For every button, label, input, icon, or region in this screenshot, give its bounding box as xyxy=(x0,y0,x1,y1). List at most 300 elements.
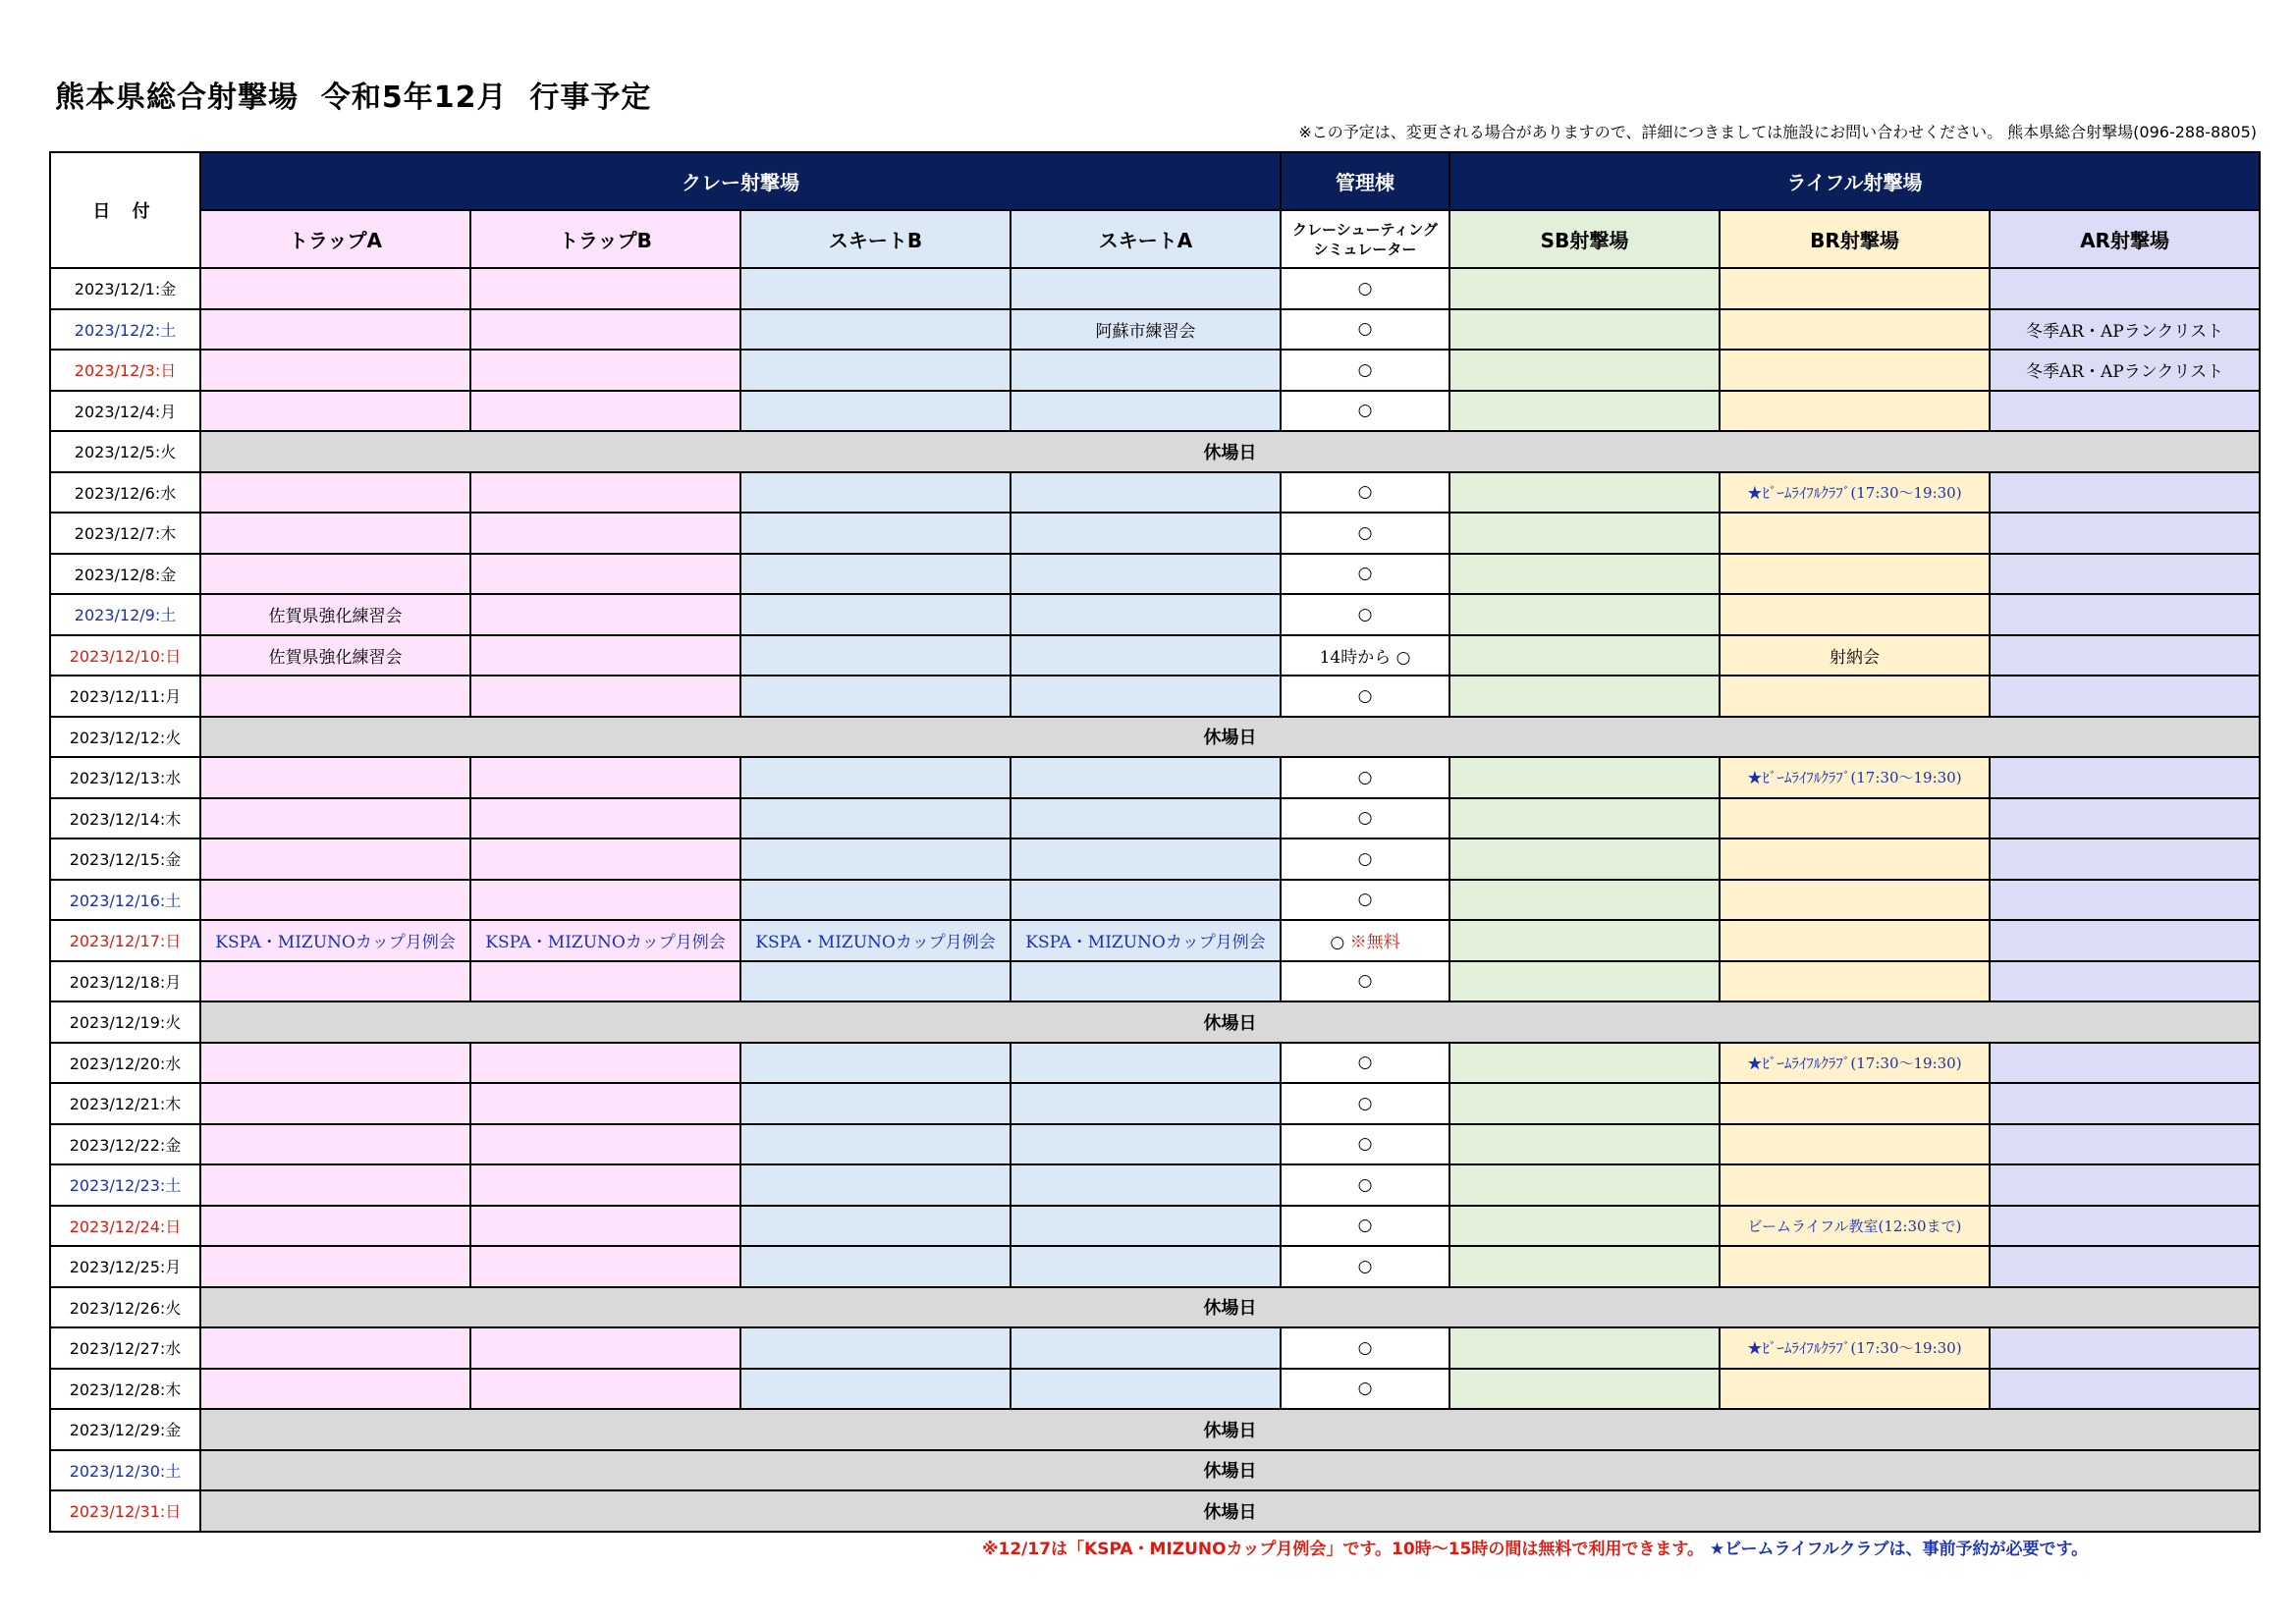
ar-range-cell xyxy=(1990,880,2260,921)
trap-a-cell xyxy=(200,757,470,798)
trap-b-cell xyxy=(470,1043,740,1084)
date-cell: 2023/12/5:火 xyxy=(50,431,200,472)
simulator-cell xyxy=(1281,391,1449,432)
trap-b-cell xyxy=(470,1206,740,1247)
trap-a-cell xyxy=(200,350,470,391)
ar-range-cell xyxy=(1990,350,2260,391)
closed-day-cell: 休場日 xyxy=(200,431,2260,472)
skeet-b-cell xyxy=(740,1043,1011,1084)
simulator-cell xyxy=(1281,1369,1449,1410)
simulator-cell xyxy=(1281,1246,1449,1287)
skeet-a-cell xyxy=(1011,309,1281,351)
br-range-cell xyxy=(1720,880,1990,921)
br-range-cell xyxy=(1720,513,1990,554)
trap-b-cell xyxy=(470,350,740,391)
table-row xyxy=(50,961,2260,1002)
trap-a-cell xyxy=(200,1164,470,1206)
table-row xyxy=(50,1287,2260,1328)
skeet-b-cell xyxy=(740,268,1011,309)
table-row xyxy=(50,1327,2260,1369)
date-cell: 2023/12/3:日 xyxy=(50,350,200,391)
br-range-cell xyxy=(1720,798,1990,839)
availability-mark: ○ xyxy=(1357,1134,1373,1155)
br-range-header: BR射撃場 xyxy=(1720,210,1990,268)
availability-mark: ○ xyxy=(1357,401,1373,421)
table-row xyxy=(50,635,2260,676)
rifle-range-header: ライフル射撃場 xyxy=(1449,152,2260,210)
event-label: KSPA・MIZUNOカップ月例会 xyxy=(215,933,456,953)
skeet-a-cell xyxy=(1011,1164,1281,1206)
date-cell: 2023/12/7:木 xyxy=(50,513,200,554)
trap-b-cell xyxy=(470,1369,740,1410)
trap-a-cell xyxy=(200,676,470,717)
date-cell: 2023/12/2:土 xyxy=(50,309,200,351)
trap-a-cell xyxy=(200,1124,470,1165)
ar-range-cell xyxy=(1990,594,2260,635)
closed-day-cell: 休場日 xyxy=(200,1490,2260,1532)
br-range-cell xyxy=(1720,676,1990,717)
table-row xyxy=(50,309,2260,351)
ar-range-cell xyxy=(1990,391,2260,432)
br-range-cell xyxy=(1720,309,1990,351)
date-cell: 2023/12/26:火 xyxy=(50,1287,200,1328)
trap-b-cell xyxy=(470,635,740,676)
skeet-a-cell xyxy=(1011,1083,1281,1124)
simulator-cell xyxy=(1281,1124,1449,1165)
availability-mark: ○ xyxy=(1357,319,1373,340)
table-row xyxy=(50,1450,2260,1491)
trap-b-cell xyxy=(470,513,740,554)
skeet-a-cell xyxy=(1011,268,1281,309)
br-range-cell xyxy=(1720,1124,1990,1165)
event-label: KSPA・MIZUNOカップ月例会 xyxy=(1025,933,1266,953)
availability-mark: ○ xyxy=(1357,1379,1373,1399)
availability-mark: ○ xyxy=(1330,933,1345,953)
sb-range-cell xyxy=(1449,554,1720,595)
br-range-cell xyxy=(1720,391,1990,432)
availability-mark: ○ xyxy=(1357,971,1373,992)
trap-a-cell xyxy=(200,594,470,635)
sb-range-cell xyxy=(1449,757,1720,798)
sb-range-cell xyxy=(1449,1083,1720,1124)
simulator-cell xyxy=(1281,1043,1449,1084)
table-row xyxy=(50,676,2260,717)
sb-range-cell xyxy=(1449,839,1720,880)
date-cell: 2023/12/23:土 xyxy=(50,1164,200,1206)
event-label: ★ﾋﾞｰﾑﾗｲﾌﾙｸﾗﾌﾞ(17:30～19:30) xyxy=(1747,1054,1962,1072)
event-label: 射納会 xyxy=(1830,647,1880,668)
table-row xyxy=(50,513,2260,554)
page-title: 熊本県総合射撃場 令和5年12月 行事予定 xyxy=(55,81,652,115)
simulator-cell xyxy=(1281,676,1449,717)
footer-note-free-use: ※12/17は「KSPA・MIZUNOカップ月例会」です。10時～15時の間は無料で利用できます。 xyxy=(982,1540,1704,1559)
skeet-b-cell xyxy=(740,1369,1011,1410)
trap-b-cell xyxy=(470,1246,740,1287)
br-range-cell xyxy=(1720,1043,1990,1084)
sb-range-cell xyxy=(1449,268,1720,309)
trap-b-cell xyxy=(470,798,740,839)
trap-a-header: トラップA xyxy=(200,210,470,268)
skeet-b-header: スキートB xyxy=(740,210,1011,268)
availability-mark: ○ xyxy=(1357,1053,1373,1073)
sb-range-cell xyxy=(1449,391,1720,432)
skeet-b-cell xyxy=(740,1327,1011,1369)
sb-range-cell xyxy=(1449,1124,1720,1165)
br-range-cell xyxy=(1720,1083,1990,1124)
sb-range-cell xyxy=(1449,1164,1720,1206)
skeet-a-cell xyxy=(1011,554,1281,595)
skeet-a-cell xyxy=(1011,676,1281,717)
date-cell: 2023/12/28:木 xyxy=(50,1369,200,1410)
br-range-cell xyxy=(1720,1164,1990,1206)
simulator-cell xyxy=(1281,1083,1449,1124)
trap-a-cell xyxy=(200,1206,470,1247)
skeet-b-cell xyxy=(740,757,1011,798)
simulator-cell xyxy=(1281,268,1449,309)
sb-range-cell xyxy=(1449,1369,1720,1410)
sb-range-cell xyxy=(1449,594,1720,635)
sb-range-cell xyxy=(1449,1206,1720,1247)
br-range-cell xyxy=(1720,920,1990,961)
date-column-header: 日 付 xyxy=(50,152,200,268)
trap-b-cell xyxy=(470,757,740,798)
availability-mark: 14時から ○ xyxy=(1319,647,1411,668)
ar-range-cell xyxy=(1990,635,2260,676)
table-row xyxy=(50,920,2260,961)
availability-mark: ○ xyxy=(1357,564,1373,584)
skeet-a-cell xyxy=(1011,391,1281,432)
skeet-b-cell xyxy=(740,1246,1011,1287)
sb-range-cell xyxy=(1449,798,1720,839)
trap-b-header: トラップB xyxy=(470,210,740,268)
footer-note xyxy=(982,1535,2088,1559)
event-label: 阿蘇市練習会 xyxy=(1095,321,1196,342)
free-note: ※無料 xyxy=(1349,933,1400,953)
event-label: KSPA・MIZUNOカップ月例会 xyxy=(485,933,726,953)
skeet-a-cell xyxy=(1011,350,1281,391)
trap-b-cell xyxy=(470,839,740,880)
availability-mark: ○ xyxy=(1357,1093,1373,1113)
table-row xyxy=(50,1083,2260,1124)
table-row xyxy=(50,1369,2260,1410)
skeet-a-cell xyxy=(1011,472,1281,514)
skeet-b-cell xyxy=(740,309,1011,351)
closed-day-cell: 休場日 xyxy=(200,1409,2260,1450)
simulator-cell xyxy=(1281,839,1449,880)
skeet-b-cell xyxy=(740,880,1011,921)
table-row xyxy=(50,350,2260,391)
trap-b-cell xyxy=(470,554,740,595)
schedule-table xyxy=(49,151,2261,1533)
trap-a-cell xyxy=(200,1083,470,1124)
date-cell: 2023/12/14:木 xyxy=(50,798,200,839)
date-cell: 2023/12/18:月 xyxy=(50,961,200,1002)
availability-mark: ○ xyxy=(1357,890,1373,910)
simulator-cell xyxy=(1281,513,1449,554)
availability-mark: ○ xyxy=(1357,1174,1373,1195)
simulator-cell xyxy=(1281,554,1449,595)
simulator-cell xyxy=(1281,920,1449,961)
simulator-cell xyxy=(1281,594,1449,635)
simulator-header xyxy=(1281,210,1449,268)
availability-mark: ○ xyxy=(1357,359,1373,380)
date-cell: 2023/12/1:金 xyxy=(50,268,200,309)
table-row xyxy=(50,1043,2260,1084)
skeet-b-cell xyxy=(740,676,1011,717)
date-cell: 2023/12/4:月 xyxy=(50,391,200,432)
closed-day-cell: 休場日 xyxy=(200,1287,2260,1328)
br-range-cell xyxy=(1720,1206,1990,1247)
skeet-b-cell xyxy=(740,1124,1011,1165)
simulator-cell xyxy=(1281,350,1449,391)
table-row xyxy=(50,472,2260,514)
trap-b-cell xyxy=(470,472,740,514)
date-cell: 2023/12/31:日 xyxy=(50,1490,200,1532)
ar-range-cell xyxy=(1990,1083,2260,1124)
date-cell: 2023/12/12:火 xyxy=(50,717,200,758)
admin-building-header: 管理棟 xyxy=(1281,152,1449,210)
availability-mark: ○ xyxy=(1357,1256,1373,1276)
simulator-cell xyxy=(1281,309,1449,351)
skeet-b-cell xyxy=(740,554,1011,595)
schedule-body xyxy=(50,268,2260,1532)
ar-range-cell xyxy=(1990,920,2260,961)
skeet-a-cell xyxy=(1011,635,1281,676)
table-row xyxy=(50,268,2260,309)
simulator-cell xyxy=(1281,1164,1449,1206)
date-cell: 2023/12/21:木 xyxy=(50,1083,200,1124)
date-cell: 2023/12/9:土 xyxy=(50,594,200,635)
date-cell: 2023/12/16:土 xyxy=(50,880,200,921)
skeet-a-cell xyxy=(1011,1327,1281,1369)
skeet-a-header: スキートA xyxy=(1011,210,1281,268)
simulator-cell xyxy=(1281,961,1449,1002)
clay-range-header: クレー射撃場 xyxy=(200,152,1281,210)
availability-mark: ○ xyxy=(1357,604,1373,624)
sb-range-cell xyxy=(1449,1246,1720,1287)
notice-text: ※この予定は、変更される場合がありますので、詳細につきましては施設にお問い合わせください。 熊本県総合射撃場(096-288-8805) xyxy=(1298,123,2257,141)
trap-b-cell xyxy=(470,961,740,1002)
trap-a-cell xyxy=(200,1327,470,1369)
table-row xyxy=(50,717,2260,758)
simulator-cell xyxy=(1281,1206,1449,1247)
skeet-b-cell xyxy=(740,961,1011,1002)
skeet-b-cell xyxy=(740,391,1011,432)
table-row xyxy=(50,1490,2260,1532)
trap-a-cell xyxy=(200,880,470,921)
table-row xyxy=(50,594,2260,635)
simulator-cell xyxy=(1281,757,1449,798)
table-row xyxy=(50,839,2260,880)
skeet-a-cell xyxy=(1011,1246,1281,1287)
trap-b-cell xyxy=(470,309,740,351)
sb-range-cell xyxy=(1449,635,1720,676)
skeet-b-cell xyxy=(740,1083,1011,1124)
sb-range-cell xyxy=(1449,309,1720,351)
event-label: ★ﾋﾞｰﾑﾗｲﾌﾙｸﾗﾌﾞ(17:30～19:30) xyxy=(1747,483,1962,502)
availability-mark: ○ xyxy=(1357,848,1373,869)
table-row xyxy=(50,1409,2260,1450)
date-cell: 2023/12/22:金 xyxy=(50,1124,200,1165)
skeet-a-cell xyxy=(1011,839,1281,880)
date-cell: 2023/12/30:土 xyxy=(50,1450,200,1491)
ar-range-cell xyxy=(1990,1124,2260,1165)
skeet-a-cell xyxy=(1011,920,1281,961)
br-range-cell xyxy=(1720,1246,1990,1287)
trap-a-cell xyxy=(200,961,470,1002)
trap-b-cell xyxy=(470,391,740,432)
ar-range-cell xyxy=(1990,1206,2260,1247)
date-cell: 2023/12/29:金 xyxy=(50,1409,200,1450)
br-range-cell xyxy=(1720,961,1990,1002)
date-cell: 2023/12/8:金 xyxy=(50,554,200,595)
trap-b-cell xyxy=(470,1124,740,1165)
simulator-cell xyxy=(1281,798,1449,839)
availability-mark: ○ xyxy=(1357,1337,1373,1358)
ar-range-cell xyxy=(1990,798,2260,839)
date-cell: 2023/12/27:水 xyxy=(50,1327,200,1369)
skeet-b-cell xyxy=(740,635,1011,676)
date-cell: 2023/12/6:水 xyxy=(50,472,200,514)
br-range-cell xyxy=(1720,635,1990,676)
date-cell: 2023/12/11:月 xyxy=(50,676,200,717)
trap-b-cell xyxy=(470,676,740,717)
skeet-b-cell xyxy=(740,1206,1011,1247)
trap-a-cell xyxy=(200,309,470,351)
sb-range-cell xyxy=(1449,513,1720,554)
sb-range-cell xyxy=(1449,1043,1720,1084)
trap-a-cell xyxy=(200,268,470,309)
skeet-a-cell xyxy=(1011,880,1281,921)
skeet-b-cell xyxy=(740,920,1011,961)
table-row xyxy=(50,880,2260,921)
ar-range-cell xyxy=(1990,1043,2260,1084)
ar-range-cell xyxy=(1990,676,2260,717)
skeet-a-cell xyxy=(1011,1043,1281,1084)
simulator-header-line2: シミュレーター xyxy=(1313,240,1417,258)
skeet-a-cell xyxy=(1011,1369,1281,1410)
availability-mark: ○ xyxy=(1357,278,1373,298)
trap-b-cell xyxy=(470,268,740,309)
availability-mark: ○ xyxy=(1357,1216,1373,1236)
trap-a-cell xyxy=(200,839,470,880)
table-row xyxy=(50,798,2260,839)
event-label: ★ﾋﾞｰﾑﾗｲﾌﾙｸﾗﾌﾞ(17:30～19:30) xyxy=(1747,1339,1962,1358)
ar-range-cell xyxy=(1990,757,2260,798)
event-label: KSPA・MIZUNOカップ月例会 xyxy=(755,933,996,953)
sb-range-cell xyxy=(1449,472,1720,514)
br-range-cell xyxy=(1720,268,1990,309)
skeet-b-cell xyxy=(740,839,1011,880)
trap-a-cell xyxy=(200,920,470,961)
trap-a-cell xyxy=(200,554,470,595)
closed-day-cell: 休場日 xyxy=(200,717,2260,758)
availability-mark: ○ xyxy=(1357,522,1373,543)
trap-a-cell xyxy=(200,1246,470,1287)
table-row xyxy=(50,1164,2260,1206)
event-label: 冬季AR・APランクリスト xyxy=(2025,362,2224,383)
trap-a-cell xyxy=(200,513,470,554)
skeet-b-cell xyxy=(740,513,1011,554)
table-row xyxy=(50,757,2260,798)
trap-b-cell xyxy=(470,920,740,961)
ar-range-cell xyxy=(1990,1164,2260,1206)
ar-range-cell xyxy=(1990,309,2260,351)
ar-range-cell xyxy=(1990,1369,2260,1410)
sb-range-header: SB射撃場 xyxy=(1449,210,1720,268)
simulator-header-line1: クレーシューティング xyxy=(1292,220,1438,239)
table-row xyxy=(50,431,2260,472)
closed-day-cell: 休場日 xyxy=(200,1001,2260,1043)
table-row xyxy=(50,1124,2260,1165)
table-row xyxy=(50,391,2260,432)
br-range-cell xyxy=(1720,1327,1990,1369)
br-range-cell xyxy=(1720,839,1990,880)
availability-mark: ○ xyxy=(1357,685,1373,706)
event-label: 冬季AR・APランクリスト xyxy=(2025,321,2224,342)
skeet-b-cell xyxy=(740,350,1011,391)
sb-range-cell xyxy=(1449,1327,1720,1369)
skeet-a-cell xyxy=(1011,513,1281,554)
trap-b-cell xyxy=(470,594,740,635)
sb-range-cell xyxy=(1449,350,1720,391)
trap-b-cell xyxy=(470,1164,740,1206)
ar-range-cell xyxy=(1990,513,2260,554)
table-row xyxy=(50,554,2260,595)
event-label: 佐賀県強化練習会 xyxy=(268,647,403,668)
br-range-cell xyxy=(1720,1369,1990,1410)
ar-range-cell xyxy=(1990,472,2260,514)
br-range-cell xyxy=(1720,350,1990,391)
date-cell: 2023/12/19:火 xyxy=(50,1001,200,1043)
ar-range-cell xyxy=(1990,1246,2260,1287)
skeet-a-cell xyxy=(1011,594,1281,635)
skeet-a-cell xyxy=(1011,1124,1281,1165)
sb-range-cell xyxy=(1449,676,1720,717)
date-cell: 2023/12/20:水 xyxy=(50,1043,200,1084)
skeet-b-cell xyxy=(740,798,1011,839)
ar-range-header: AR射撃場 xyxy=(1990,210,2260,268)
trap-a-cell xyxy=(200,391,470,432)
br-range-cell xyxy=(1720,757,1990,798)
sb-range-cell xyxy=(1449,880,1720,921)
br-range-cell xyxy=(1720,594,1990,635)
availability-mark: ○ xyxy=(1357,767,1373,787)
event-label: ビームライフル教室(12:30まで) xyxy=(1747,1217,1962,1235)
skeet-a-cell xyxy=(1011,798,1281,839)
br-range-cell xyxy=(1720,472,1990,514)
event-label: ★ﾋﾞｰﾑﾗｲﾌﾙｸﾗﾌﾞ(17:30～19:30) xyxy=(1747,769,1962,787)
skeet-a-cell xyxy=(1011,1206,1281,1247)
trap-b-cell xyxy=(470,880,740,921)
date-cell: 2023/12/25:月 xyxy=(50,1246,200,1287)
event-label: 佐賀県強化練習会 xyxy=(268,607,403,627)
date-cell: 2023/12/24:日 xyxy=(50,1206,200,1247)
availability-mark: ○ xyxy=(1357,482,1373,503)
simulator-cell xyxy=(1281,1327,1449,1369)
br-range-cell xyxy=(1720,554,1990,595)
trap-b-cell xyxy=(470,1327,740,1369)
table-row xyxy=(50,1001,2260,1043)
date-cell: 2023/12/10:日 xyxy=(50,635,200,676)
sb-range-cell xyxy=(1449,961,1720,1002)
footer-note-reservation: ★ビームライフルクラブは、事前予約が必要です。 xyxy=(1709,1540,2089,1559)
skeet-b-cell xyxy=(740,594,1011,635)
date-cell: 2023/12/13:水 xyxy=(50,757,200,798)
trap-a-cell xyxy=(200,1043,470,1084)
date-cell: 2023/12/17:日 xyxy=(50,920,200,961)
simulator-cell xyxy=(1281,635,1449,676)
